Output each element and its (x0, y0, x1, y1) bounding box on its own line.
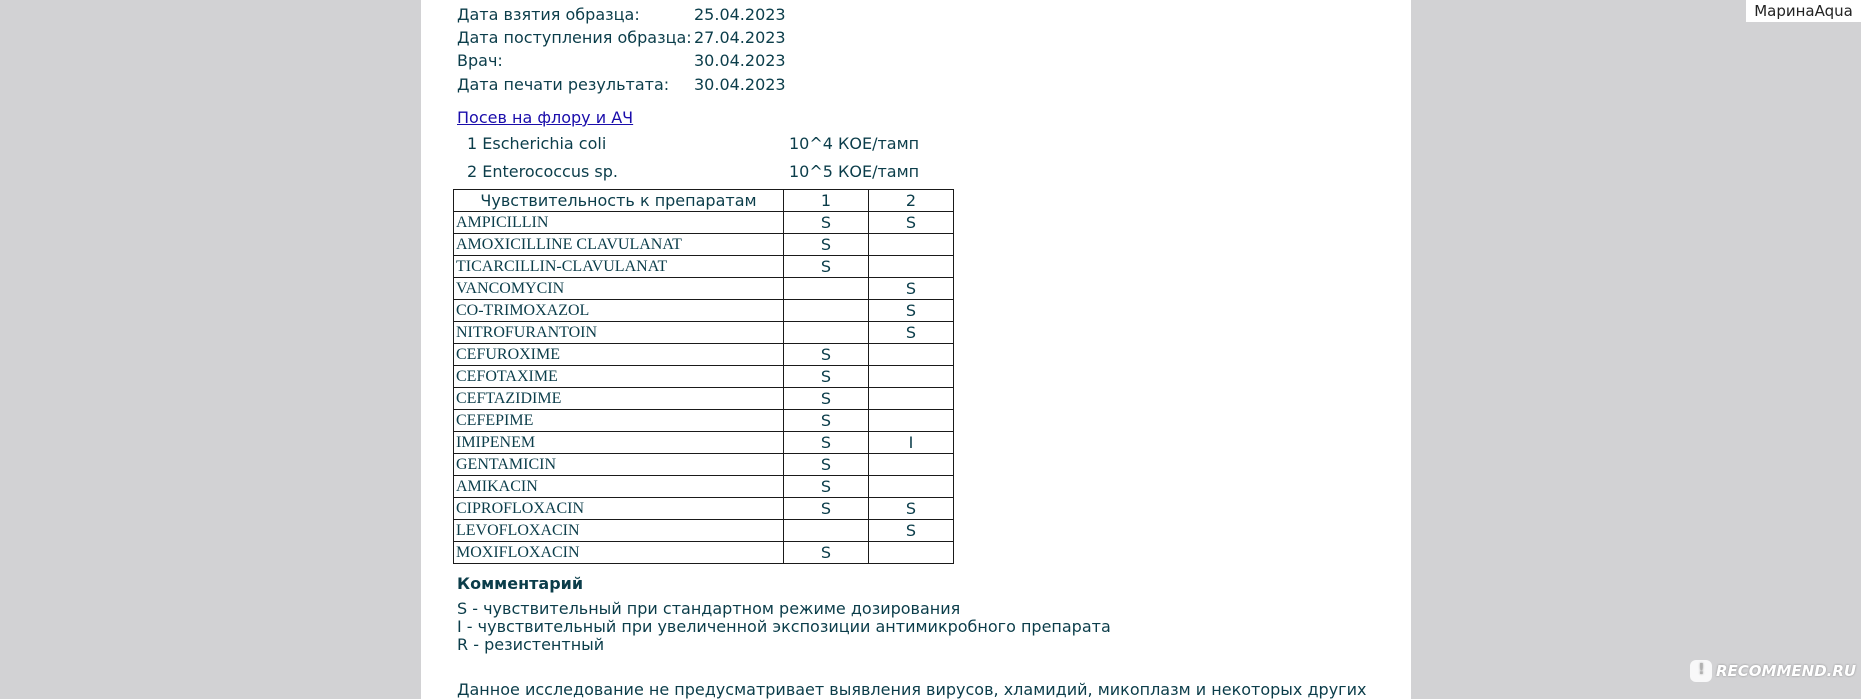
info-row-print-date (457, 74, 786, 96)
organism-1-result: S (784, 234, 869, 256)
disclaimer-text: Данное исследование не предусматривает выявления вирусов, хламидий, микоплазм и некоторых других (457, 680, 1367, 699)
organism-1-result: S (784, 212, 869, 234)
organism-count: 10^4 КОЕ/тамп (789, 134, 920, 153)
table-row (454, 212, 954, 234)
legend-i: I - чувствительный при увеличенной экспозиции антимикробного препарата (457, 617, 1111, 636)
organism-1-result: S (784, 256, 869, 278)
table-row (454, 344, 954, 366)
result-document (421, 0, 1411, 699)
organism-1-result (784, 322, 869, 344)
organism-2-result: I (869, 432, 954, 454)
drug-name-cell: CEFOTAXIME (454, 366, 784, 388)
organism-2-result: S (869, 300, 954, 322)
organism-1-result: S (784, 454, 869, 476)
organism-2-result: S (869, 322, 954, 344)
organism-1-result: S (784, 344, 869, 366)
organism-2-result (869, 542, 954, 564)
table-row (454, 388, 954, 410)
organism-1-result: S (784, 366, 869, 388)
user-tag[interactable]: МаринаAqua (1746, 0, 1861, 22)
info-label: Врач: (457, 51, 503, 70)
table-row (454, 520, 954, 542)
drug-name-cell: AMOXICILLINE CLAVULANAT (454, 234, 784, 256)
organism-1-result: S (784, 388, 869, 410)
organism-2-result: S (869, 498, 954, 520)
table-row (454, 410, 954, 432)
organism-name: 1 Escherichia coli (467, 134, 607, 153)
table-row (454, 476, 954, 498)
organism-row (467, 134, 920, 154)
organism-1-result (784, 278, 869, 300)
organism-1-result: S (784, 498, 869, 520)
drug-name-cell: NITROFURANTOIN (454, 322, 784, 344)
header-organism-2: 2 (869, 190, 954, 212)
table-row (454, 300, 954, 322)
info-value: 30.04.2023 (694, 75, 786, 94)
organism-2-result (869, 388, 954, 410)
header-drug: Чувствительность к препаратам (454, 190, 784, 212)
legend-s: S - чувствительный при стандартном режиме дозирования (457, 599, 961, 618)
organism-2-result: S (869, 212, 954, 234)
header-organism-1: 1 (784, 190, 869, 212)
drug-name-cell: GENTAMICIN (454, 454, 784, 476)
drug-name-cell: IMIPENEM (454, 432, 784, 454)
organism-2-result: S (869, 278, 954, 300)
watermark (1690, 660, 1856, 682)
drug-name-cell: CO-TRIMOXAZOL (454, 300, 784, 322)
drug-name-cell: AMIKACIN (454, 476, 784, 498)
organism-count: 10^5 КОЕ/тамп (789, 162, 920, 181)
organism-2-result (869, 366, 954, 388)
organism-1-result: S (784, 476, 869, 498)
drug-name-cell: VANCOMYCIN (454, 278, 784, 300)
info-label: Дата поступления образца: (457, 28, 692, 47)
table-row (454, 542, 954, 564)
drug-name-cell: CEFTAZIDIME (454, 388, 784, 410)
table-row (454, 366, 954, 388)
drug-name-cell: CEFEPIME (454, 410, 784, 432)
organism-2-result (869, 256, 954, 278)
watermark-text: RECOMMEND.RU (1716, 662, 1857, 680)
organism-2-result (869, 476, 954, 498)
organism-1-result: S (784, 542, 869, 564)
legend-r: R - резистентный (457, 635, 605, 654)
table-row (454, 454, 954, 476)
info-row-sample-date (457, 4, 786, 26)
organism-2-result (869, 344, 954, 366)
organism-1-result (784, 300, 869, 322)
drug-name-cell: MOXIFLOXACIN (454, 542, 784, 564)
drug-name-cell: CIPROFLOXACIN (454, 498, 784, 520)
info-label: Дата взятия образца: (457, 5, 640, 24)
table-row (454, 256, 954, 278)
info-row-doctor (457, 50, 786, 72)
organism-1-result (784, 520, 869, 542)
organism-2-result (869, 454, 954, 476)
info-label: Дата печати результата: (457, 75, 670, 94)
info-value: 30.04.2023 (694, 51, 786, 70)
organism-2-result (869, 234, 954, 256)
info-value: 27.04.2023 (694, 28, 786, 47)
drug-name-cell: CEFUROXIME (454, 344, 784, 366)
test-name-link[interactable]: Посев на флору и АЧ (457, 108, 634, 127)
table-row (454, 278, 954, 300)
organism-2-result: S (869, 520, 954, 542)
table-row (454, 498, 954, 520)
drug-name-cell: AMPICILLIN (454, 212, 784, 234)
organism-name: 2 Enterococcus sp. (467, 162, 618, 181)
drug-name-cell: LEVOFLOXACIN (454, 520, 784, 542)
organism-row (467, 162, 920, 182)
table-row (454, 322, 954, 344)
organism-2-result (869, 410, 954, 432)
info-row-received-date (457, 27, 786, 49)
organism-1-result: S (784, 410, 869, 432)
table-row (454, 432, 954, 454)
info-value: 25.04.2023 (694, 5, 786, 24)
recommend-logo-icon (1690, 660, 1712, 682)
table-row (454, 234, 954, 256)
comment-title: Комментарий (457, 574, 584, 593)
sensitivity-table (453, 189, 954, 564)
drug-name-cell: TICARCILLIN-CLAVULANAT (454, 256, 784, 278)
table-header-row (454, 190, 954, 212)
organism-1-result: S (784, 432, 869, 454)
